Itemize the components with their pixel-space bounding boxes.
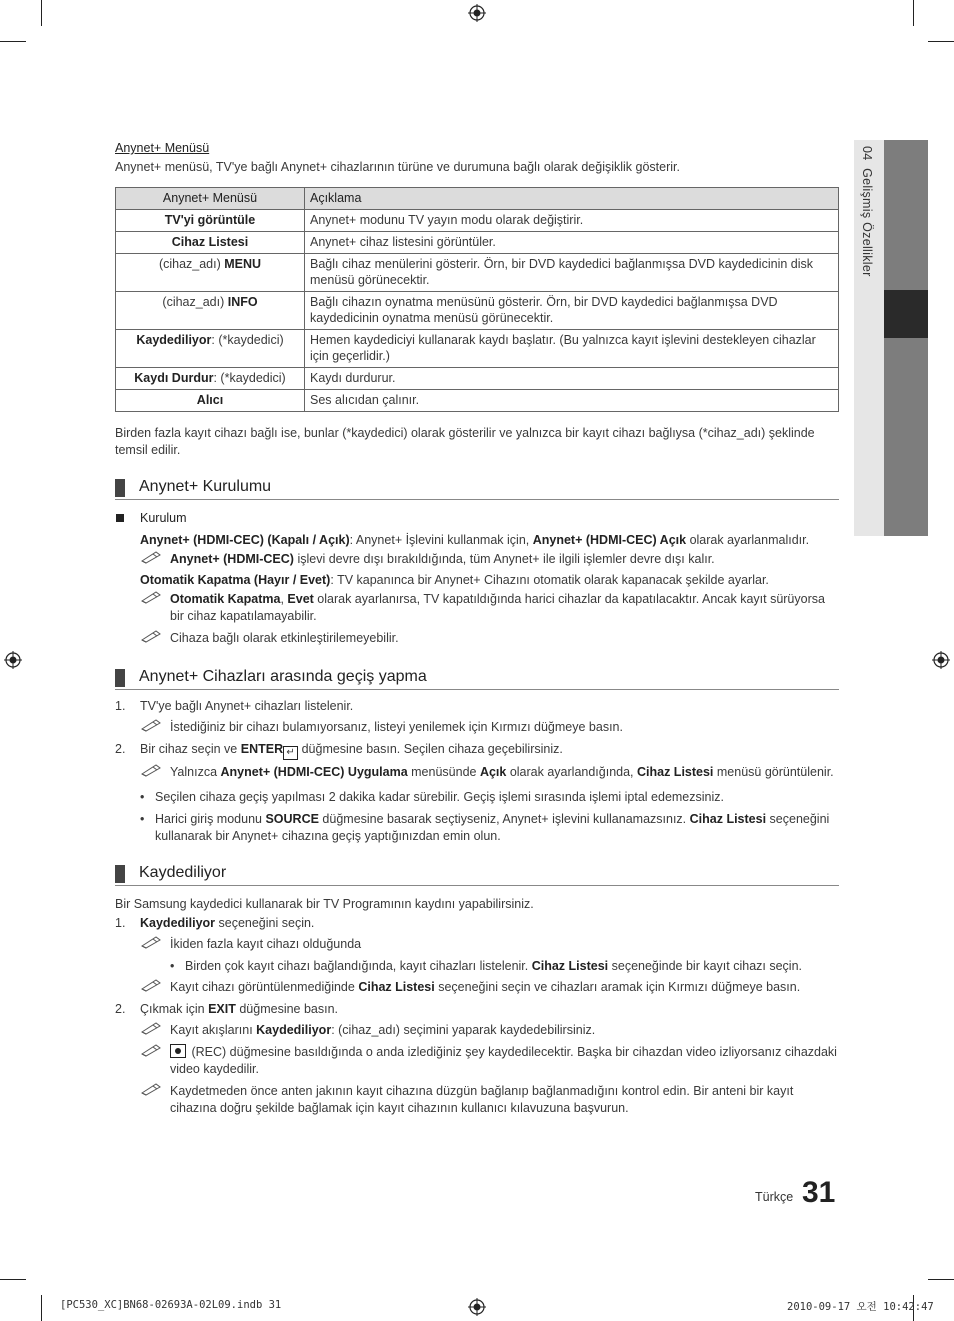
note-pencil-icon [140,935,162,949]
table-cell-description: Bağlı cihaz menülerini gösterir. Örn, bir DVD kaydedici bağlanmışsa DVD kaydedicinin disk menüsü görünecektir. [305,254,839,292]
crop-mark [928,1279,954,1280]
menu-section-title: Anynet+ Menüsü [115,141,210,155]
note: (REC) düğmesine basıldığında o anda izlediğiniz şey kaydedilecektir. Başka bir cihazdan video izliyorsanız cihazdaki video kaydedilir. [140,1044,839,1078]
note: Anynet+ (HDMI-CEC) işlevi devre dışı bırakıldığında, tüm Anynet+ ile ilgili işlemler devre dışı kalır. [140,551,839,568]
table-cell-description: Bağlı cihazın oynatma menüsünü gösterir. Örn, bir DVD kaydedici bağlanmışsa DVD kaydedicinin oynatma menüsü görünecektir. [305,292,839,330]
table-cell-description: Anynet+ cihaz listesini görüntüler. [305,232,839,254]
auto-turn-off-setting: Otomatik Kapatma (Hayır / Evet): TV kapanınca bir Anynet+ Cihazını otomatik olarak kapanacak şekilde ayarlar. [140,573,769,587]
crop-mark [928,41,954,42]
record-button-icon [170,1044,186,1058]
table-cell-menu: Alıcı [116,390,305,412]
page-number: 31 [802,1176,836,1209]
list-item: • Birden çok kayıt cihazı bağlandığında, kayıt cihazları listelenir. Cihaz Listesi seçeneğinde bir kayıt cihazı seçin. [170,959,802,973]
registration-mark-icon [468,1298,486,1316]
note: Otomatik Kapatma, Evet olarak ayarlanırsa, TV kapatıldığında harici cihazlar da kapatılacaktır. Ancak kayıt sürüyorsa bir cihaz kapatılamayabilir. [140,591,839,625]
heading-bar [115,669,125,687]
registration-mark-icon [932,651,950,669]
note: Kayıt akışlarını Kaydediliyor: (cihaz_adı) seçimini yaparak kaydedebilirsiniz. [140,1022,839,1039]
section-heading-recording: Kaydediliyor [115,863,839,886]
table-cell-description: Kaydı durdurur. [305,368,839,390]
menu-section-intro: Anynet+ menüsü, TV'ye bağlı Anynet+ cihazlarının türüne ve durumuna bağlı olarak değişiklik gösterir. [115,160,680,174]
section-heading-setup: Anynet+ Kurulumu [115,477,839,500]
note: Kayıt cihazı görüntülenmediğinde Cihaz Listesi seçeneğini seçin ve cihazları aramak için Kırmızı düğmeye basın. [140,979,839,996]
table-row [116,292,839,330]
table-cell-menu: (cihaz_adı) MENU [116,254,305,292]
registration-mark-icon [4,651,22,669]
table-row [116,330,839,368]
note-pencil-icon [140,1043,162,1057]
list-item: • Harici giriş modunu SOURCE düğmesine basarak seçtiyseniz, Anynet+ işlevini kullanamazsınız. Cihaz Listesi seçeneğini kullanarak bir Anynet+ cihazına geçiş yaptığınızdan emin olun. [140,812,830,843]
heading-bar [115,479,125,497]
table-row [116,232,839,254]
crop-mark [0,41,26,42]
note-pencil-icon [140,978,162,992]
print-slug-timestamp: 2010-09-17 오전 10:42:47 [787,1301,934,1313]
hdmi-cec-setting: Anynet+ (HDMI-CEC) (Kapalı / Açık): Anynet+ İşlevini kullanmak için, Anynet+ (HDMI-CEC) Açık olarak ayarlanmalıdır. [140,533,810,547]
chapter-number: 04 [860,146,874,161]
table-cell-menu: Kaydediliyor: (*kaydedici) [116,330,305,368]
heading-bar [115,865,125,883]
table-cell-description: Ses alıcıdan çalınır. [305,390,839,412]
table-cell-menu: Cihaz Listesi [116,232,305,254]
note-pencil-icon [140,1021,162,1035]
list-item: 2. Bir cihaz seçin ve ENTER ↵ düğmesine basın. Seçilen cihaza geçebilirsiniz. [115,742,563,758]
table-row [116,210,839,232]
table-header-description: Açıklama [305,188,839,210]
chapter-tab-block [884,338,928,536]
note: Kaydetmeden önce anten jakının kayıt cihazına düzgün bağlanıp bağlanmadığını kontrol edin. Bir anteni bir kayıt cihazına doğru şekilde bağlamak için kayıt cihazının kullanıcı kılavuzuna başvurun. [140,1083,839,1117]
list-item: 1. Kaydediliyor seçeneğini seçin. [115,916,315,930]
recording-intro: Bir Samsung kaydedici kullanarak bir TV Programının kaydını yapabilirsiniz. [115,897,534,911]
enter-icon: ↵ [283,746,298,760]
note-pencil-icon [140,1082,162,1096]
page-content [115,141,839,1117]
chapter-tab-block [884,140,928,290]
anynet-menu-table [115,187,839,412]
chapter-title: Gelişmiş Özellikler [860,168,874,277]
chapter-tab-active-block [884,290,928,338]
table-cell-menu: (cihaz_adı) INFO [116,292,305,330]
table-cell-menu: TV'yi görüntüle [116,210,305,232]
note: İkiden fazla kayıt cihazı olduğunda [140,936,839,953]
table-cell-description: Hemen kaydediciyi kullanarak kaydı başlatır. (Bu yalnızca kayıt işlevini destekleyen cihazlar için geçerlidir.) [305,330,839,368]
print-slug-file: [PC530_XC]BN68-02693A-02L09.indb 31 [60,1299,282,1311]
table-row [116,390,839,412]
crop-mark [913,0,914,26]
crop-mark [41,1295,42,1321]
table-row [116,254,839,292]
note: Cihaza bağlı olarak etkinleştirilemeyebilir. [140,630,839,647]
table-header-menu: Anynet+ Menüsü [116,188,305,210]
crop-mark [41,0,42,26]
section-heading-switch: Anynet+ Cihazları arasında geçiş yapma [115,667,839,690]
list-item: 1. TV'ye bağlı Anynet+ cihazları listelenir. [115,699,354,713]
footer-language: Türkçe [755,1190,794,1204]
note: İstediğiniz bir cihazı bulamıyorsanız, listeyi yenilemek için Kırmızı düğmeye basın. [140,719,839,736]
menu-footnote: Birden fazla kayıt cihazı bağlı ise, bunlar (*kaydedici) olarak gösterilir ve yalnızca bir kayıt cihazı bağlıysa (*cihaz_adı) şeklinde temsil edilir. [115,426,815,457]
crop-mark [0,1279,26,1280]
table-cell-menu: Kaydı Durdur: (*kaydedici) [116,368,305,390]
note-pencil-icon [140,763,162,777]
list-item: • Seçilen cihaza geçiş yapılması 2 dakika kadar sürebilir. Geçiş işlemi sırasında işlemi iptal edemezsiniz. [140,790,724,804]
note-pencil-icon [140,629,162,643]
table-row [116,368,839,390]
square-bullet-icon [116,514,124,522]
registration-mark-icon [468,4,486,22]
list-item: 2. Çıkmak için EXIT düğmesine basın. [115,1002,339,1016]
note: Yalnızca Anynet+ (HDMI-CEC) Uygulama menüsünde Açık olarak ayarlandığında, Cihaz Listesi menüsü görüntülenir. [140,764,839,781]
table-cell-description: Anynet+ modunu TV yayın modu olarak değiştirir. [305,210,839,232]
note-pencil-icon [140,550,162,564]
note-pencil-icon [140,718,162,732]
setup-item: Kurulum [115,510,839,527]
table-header-row [116,188,839,210]
chapter-tab-label [860,146,874,277]
note-pencil-icon [140,590,162,604]
